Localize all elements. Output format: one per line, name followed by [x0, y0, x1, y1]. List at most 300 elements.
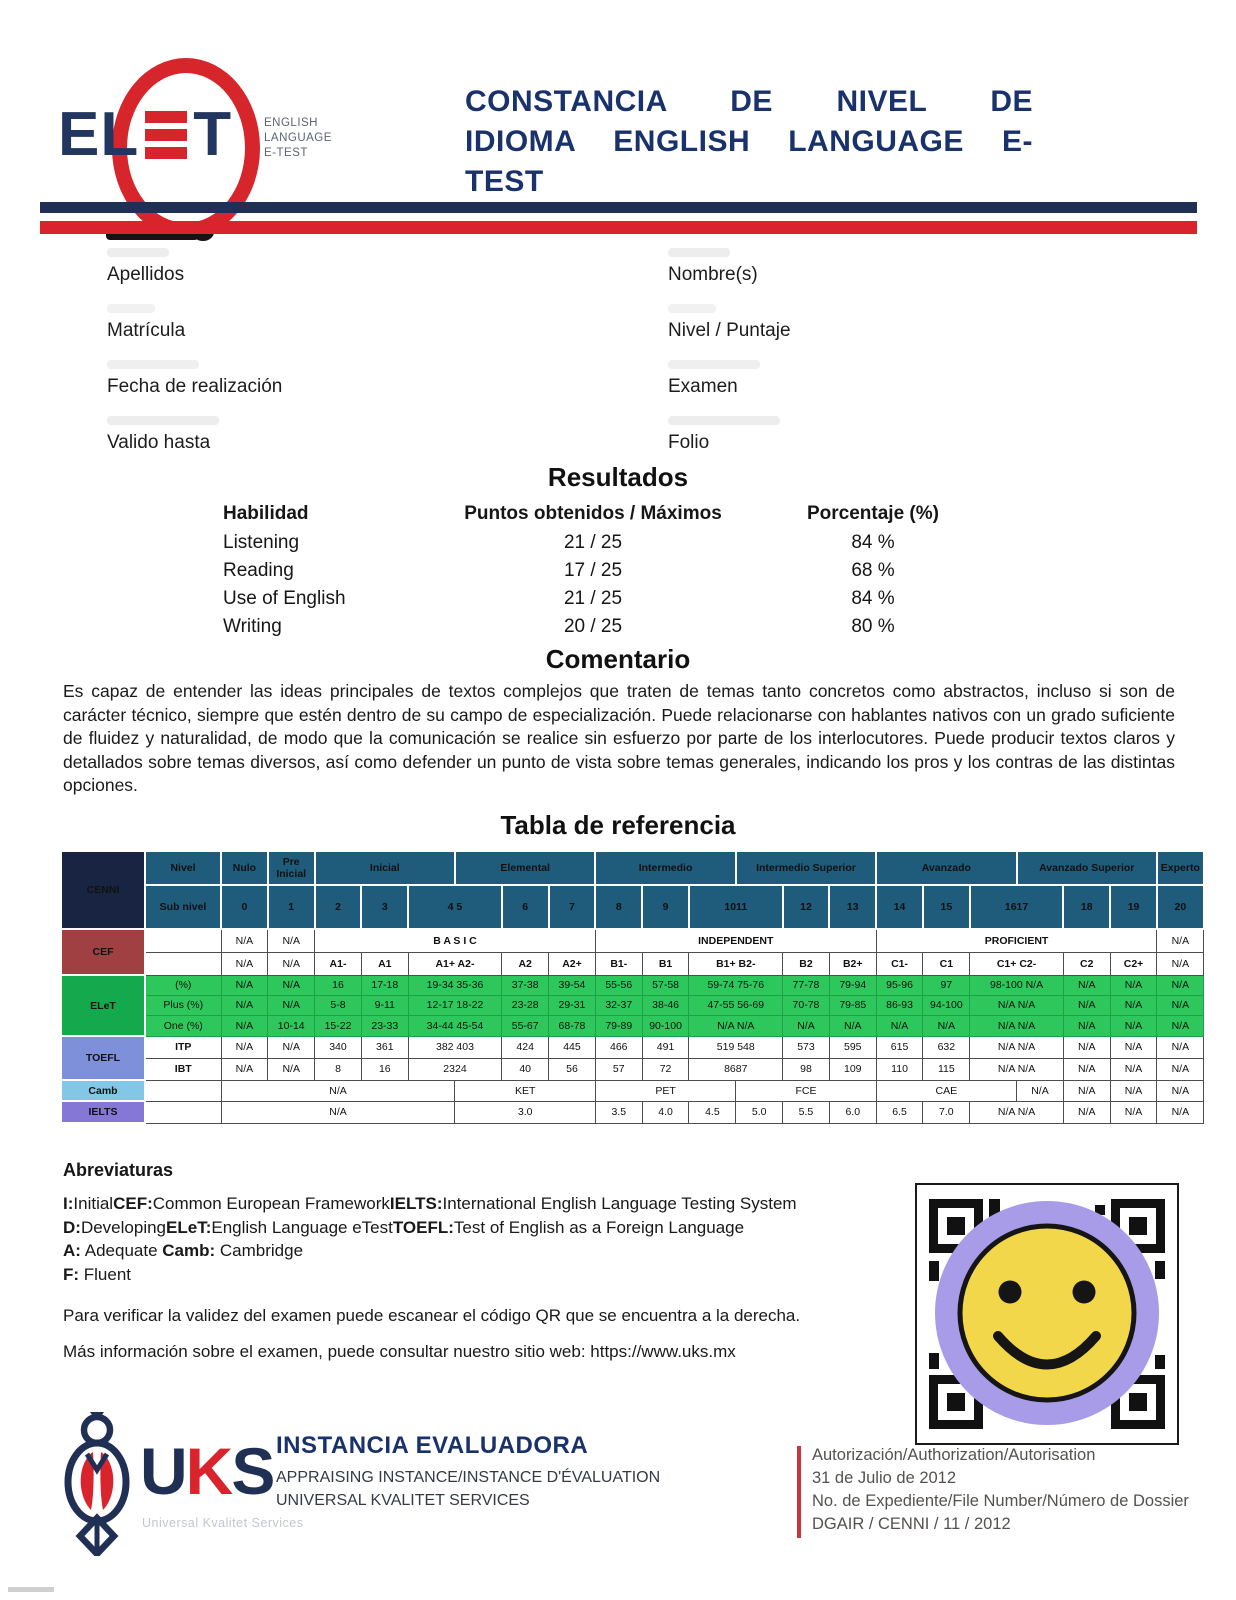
ref-cell: Sub nivel — [145, 885, 221, 929]
ref-cell: N/A — [221, 929, 268, 952]
ref-cell: 72 — [642, 1058, 689, 1080]
ref-cell: 77-78 — [783, 975, 830, 995]
field-nivel-puntaje — [668, 304, 1088, 339]
results-header-row — [223, 498, 983, 529]
ref-cell: N/A — [268, 995, 315, 1015]
ref-cell: 6 — [502, 885, 549, 929]
ref-cell: INDEPENDENT — [595, 929, 876, 952]
ref-cell: 5.5 — [783, 1101, 830, 1123]
results-cell: 17 / 25 — [563, 560, 623, 581]
ref-cell: 98-100 N/A — [970, 975, 1064, 995]
ref-cell: 79-85 — [829, 995, 876, 1015]
ref-cell: N/A — [1110, 1101, 1157, 1123]
ref-cell: CENNI — [61, 851, 145, 929]
ref-cell: 39-54 — [549, 975, 596, 995]
ref-cell: 7.0 — [923, 1101, 970, 1123]
ref-cell: 2324 — [408, 1058, 502, 1080]
results-cell: Writing — [223, 616, 282, 637]
field-apellidos — [107, 248, 527, 283]
ref-cell: Camb — [61, 1080, 145, 1101]
authorization-block — [812, 1444, 1189, 1536]
ref-cell: A1- — [315, 952, 362, 975]
ref-cell: N/A N/A — [970, 1036, 1064, 1058]
ref-cell: C2+ — [1110, 952, 1157, 975]
ref-cell: Nivel — [145, 851, 221, 885]
header-divider-navy — [40, 202, 1197, 213]
certificate-title-line: TEST — [465, 165, 544, 198]
ref-cell: N/A — [1063, 1058, 1110, 1080]
abbreviation-segment: CEF: — [113, 1194, 153, 1213]
field-label: Folio — [668, 432, 710, 453]
ref-cell: 4.5 — [689, 1101, 736, 1123]
field-label: Valido hasta — [107, 432, 211, 453]
ref-cell: 29-31 — [549, 995, 596, 1015]
ref-cell: CAE — [876, 1080, 1016, 1101]
field-label: Nombre(s) — [668, 264, 758, 285]
ref-cell: N/A — [268, 975, 315, 995]
field-examen — [668, 360, 1088, 395]
ref-cell: 19-34 35-36 — [408, 975, 502, 995]
field-fecha-de-realizaci-n — [107, 360, 527, 395]
ref-cell: 1 — [268, 885, 315, 929]
ref-cell: 615 — [876, 1036, 923, 1058]
ref-cell: 6.0 — [829, 1101, 876, 1123]
ref-cell: 0 — [221, 885, 268, 929]
ref-cell: N/A — [221, 1036, 268, 1058]
ref-cell: N/A — [1157, 1080, 1204, 1101]
ref-cell: N/A — [221, 1015, 268, 1036]
ref-cell: Experto — [1157, 851, 1204, 885]
fields-left-column — [107, 248, 527, 472]
ref-row — [61, 929, 1204, 952]
evaluator-line: APPRAISING INSTANCE/INSTANCE D'ÉVALUATION — [276, 1469, 661, 1486]
certificate-title-line: CONSTANCIA DE NIVEL DE — [465, 85, 1033, 118]
ref-cell: 110 — [876, 1058, 923, 1080]
ref-cell: 18 — [1063, 885, 1110, 929]
ref-cell: Pre Inicial — [268, 851, 315, 885]
ref-cell: N/A — [221, 1080, 455, 1101]
field-label: Fecha de realización — [107, 376, 283, 397]
ref-cell: N/A — [1157, 1036, 1204, 1058]
ref-row — [61, 851, 1204, 885]
ref-cell: N/A — [221, 995, 268, 1015]
ref-row — [61, 952, 1204, 975]
redacted-value — [668, 248, 730, 257]
elet-logo-tagline-line: LANGUAGE — [264, 132, 332, 144]
ref-cell: B A S I C — [315, 929, 596, 952]
results-table — [223, 498, 983, 641]
ref-cell: N/A — [1157, 975, 1204, 995]
ref-cell: N/A — [268, 952, 315, 975]
ref-cell: 23-33 — [361, 1015, 408, 1036]
redacted-value — [107, 304, 155, 313]
ref-cell: Avanzado — [876, 851, 1016, 885]
results-cell: Listening — [223, 532, 300, 553]
ref-cell: C1- — [876, 952, 923, 975]
abbreviation-segment: Common European Framework — [152, 1194, 390, 1213]
abbreviation-segment: ELeT: — [166, 1217, 212, 1237]
ref-cell: N/A — [268, 1036, 315, 1058]
results-cell: Reading — [223, 560, 294, 581]
reference-table-title: Tabla de referencia — [500, 810, 736, 840]
ref-cell — [145, 929, 221, 952]
results-column-header: Puntos obtenidos / Máximos — [464, 502, 722, 524]
ref-cell: 9-11 — [361, 995, 408, 1015]
ref-cell: N/A — [1157, 929, 1204, 952]
ref-cell: 5.0 — [736, 1101, 783, 1123]
ref-cell: N/A — [1110, 975, 1157, 995]
ref-cell: 86-93 — [876, 995, 923, 1015]
results-cell: 80 % — [851, 616, 895, 637]
ref-cell: Nulo — [221, 851, 268, 885]
ref-cell: N/A N/A — [970, 1058, 1064, 1080]
ref-cell: 40 — [502, 1058, 549, 1080]
results-row — [223, 613, 983, 641]
ref-cell: 4.0 — [642, 1101, 689, 1123]
ref-cell: N/A — [221, 1101, 455, 1123]
elet-logo-tagline-line: E-TEST — [264, 147, 308, 159]
ref-cell: 7 — [549, 885, 596, 929]
ref-cell: N/A — [1063, 1036, 1110, 1058]
abbreviation-line — [63, 1192, 797, 1216]
abbreviation-segment: A: — [63, 1241, 81, 1260]
reference-table — [60, 850, 1205, 1124]
ref-cell: N/A — [221, 1058, 268, 1080]
ref-cell: 15 — [923, 885, 970, 929]
ref-cell: N/A — [1110, 1080, 1157, 1101]
ref-cell: 109 — [829, 1058, 876, 1080]
ref-cell: IBT — [145, 1058, 221, 1080]
results-row — [223, 529, 983, 557]
abbreviation-lines — [63, 1192, 797, 1286]
authorization-accent-bar — [797, 1446, 801, 1538]
ref-cell: 14 — [876, 885, 923, 929]
authorization-line: DGAIR / CENNI / 11 / 2012 — [812, 1515, 1011, 1533]
ref-cell: N/A — [1063, 1101, 1110, 1123]
results-cell: 68 % — [851, 560, 895, 581]
ref-cell: N/A — [1063, 995, 1110, 1015]
field-label: Matrícula — [107, 320, 186, 341]
ref-cell: 424 — [502, 1036, 549, 1058]
comment-text: Es capaz de entender las ideas principales de textos complejos que traten de temas tanto concretos como abstractos, incluso si son de carácter técnico, siempre que estén dentro de su campo de especialización. Puede relacionarse con hablantes nativos con un grado suficiente de fluidez y naturalidad, de modo que la comunicación se realice sin esfuerzo por parte de los interlocutores. Puede producir textos claros y detallados sobre temas diversos, así como defender un punto de vista sobre temas generales, indicando los pros y los contras de las distintas opciones. — [63, 681, 1175, 795]
abbreviation-segment: Test of English as a Foreign Language — [453, 1217, 745, 1237]
ref-cell: C1 — [923, 952, 970, 975]
abbreviation-segment: Fluent — [79, 1264, 132, 1284]
ref-cell: 3.0 — [455, 1101, 595, 1123]
ref-cell: C1+ C2- — [970, 952, 1064, 975]
abbreviation-segment: English Language eTest — [211, 1217, 393, 1237]
ref-cell: N/A — [268, 1058, 315, 1080]
ref-cell: N/A — [829, 1015, 876, 1036]
field-label: Examen — [668, 376, 738, 397]
qr-note-text: Para verificar la validez del examen puede escanear el código QR que se encuentra a la derecha. — [63, 1306, 801, 1325]
ref-cell: A1 — [361, 952, 408, 975]
ref-cell: 38-46 — [642, 995, 689, 1015]
ref-cell: 55-67 — [502, 1015, 549, 1036]
ref-cell: 13 — [829, 885, 876, 929]
ref-cell: N/A — [1157, 1015, 1204, 1036]
ref-cell: 632 — [923, 1036, 970, 1058]
ref-cell: 34-44 45-54 — [408, 1015, 502, 1036]
ref-cell: N/A — [1157, 995, 1204, 1015]
header-divider-red — [40, 221, 1197, 234]
abbreviation-line — [63, 1216, 797, 1240]
ref-cell: 98 — [783, 1058, 830, 1080]
ref-cell: N/A — [221, 952, 268, 975]
abbreviation-segment: F: — [63, 1264, 80, 1284]
ref-cell: 340 — [315, 1036, 362, 1058]
ref-cell: N/A — [268, 929, 315, 952]
scan-artifact — [8, 1587, 54, 1592]
ref-cell: N/A — [1157, 1101, 1204, 1123]
ref-cell: N/A — [1110, 1036, 1157, 1058]
results-cell: 84 % — [851, 532, 895, 553]
uks-letter-u: U — [140, 1434, 186, 1508]
certificate-title — [465, 82, 1033, 202]
ref-cell: 4 5 — [408, 885, 502, 929]
ref-row — [61, 1036, 1204, 1058]
ref-cell: 8687 — [689, 1058, 783, 1080]
ref-cell: 68-78 — [549, 1015, 596, 1036]
ref-cell: CEF — [61, 929, 145, 975]
ref-row — [61, 1080, 1204, 1101]
redacted-value — [668, 360, 760, 369]
ref-cell: KET — [455, 1080, 595, 1101]
ref-cell: 8 — [315, 1058, 362, 1080]
uks-wordmark — [140, 1434, 274, 1508]
ref-cell: (%) — [145, 975, 221, 995]
authorization-line: No. de Expediente/File Number/Número de Dossier — [812, 1492, 1189, 1510]
authorization-line: 31 de Julio de 2012 — [812, 1469, 957, 1487]
ref-cell: N/A — [1063, 975, 1110, 995]
ref-row — [61, 885, 1204, 929]
ref-cell: 79-89 — [595, 1015, 642, 1036]
abbreviation-segment: Cambridge — [215, 1241, 304, 1260]
evaluator-lines — [276, 1466, 660, 1512]
ref-row — [61, 1101, 1204, 1123]
ref-cell: 9 — [642, 885, 689, 929]
website-link[interactable]: https://www.uks.mx — [590, 1342, 736, 1361]
ref-cell: PROFICIENT — [876, 929, 1157, 952]
uks-letter-k: K — [185, 1434, 232, 1508]
ref-cell: N/A — [923, 1015, 970, 1036]
ref-cell: 10-14 — [268, 1015, 315, 1036]
elet-logo-text-prefix: EL — [58, 100, 140, 169]
ref-cell: Plus (%) — [145, 995, 221, 1015]
ref-cell: TOEFL — [61, 1036, 145, 1080]
ref-cell: 55-56 — [595, 975, 642, 995]
ref-cell — [145, 952, 221, 975]
ref-cell: 466 — [595, 1036, 642, 1058]
ref-cell: 1011 — [689, 885, 783, 929]
results-row — [223, 557, 983, 585]
ref-row — [61, 995, 1204, 1015]
ref-cell: 17-18 — [361, 975, 408, 995]
ref-cell: N/A — [1110, 995, 1157, 1015]
certificate-title-line: IDIOMA ENGLISH LANGUAGE E- — [465, 125, 1033, 158]
ref-cell: 97 — [923, 975, 970, 995]
ref-cell: 595 — [829, 1036, 876, 1058]
website-line — [63, 1342, 736, 1362]
elet-logo-tagline-line: ENGLISH — [264, 117, 318, 129]
evaluator-title: INSTANCIA EVALUADORA — [276, 1432, 589, 1459]
abbreviation-segment: International English Language Testing System — [442, 1194, 797, 1213]
ref-cell — [145, 1080, 221, 1101]
ref-cell: N/A — [876, 1015, 923, 1036]
ref-cell: 6.5 — [876, 1101, 923, 1123]
ref-cell: Intermedio Superior — [736, 851, 876, 885]
ref-cell: 12-17 18-22 — [408, 995, 502, 1015]
ref-cell: 20 — [1157, 885, 1204, 929]
abbreviation-segment: Camb: — [162, 1241, 216, 1260]
abbreviation-segment: Developing — [80, 1217, 167, 1237]
abbreviation-segment: IELTS: — [389, 1194, 443, 1213]
field-label: Nivel / Puntaje — [668, 320, 791, 341]
qr-smiley-icon — [917, 1185, 1177, 1443]
ref-cell: IELTS — [61, 1101, 145, 1123]
qr-code — [915, 1183, 1179, 1445]
ref-cell: N/A — [221, 975, 268, 995]
redacted-value — [668, 304, 716, 313]
elet-logo-tagline — [252, 116, 332, 161]
ref-cell: 8 — [595, 885, 642, 929]
website-line-prefix: Más información sobre el examen, puede consultar nuestro sitio web: — [63, 1342, 591, 1361]
ref-cell — [145, 1101, 221, 1123]
abbreviations-title: Abreviaturas — [63, 1160, 174, 1180]
results-row — [223, 585, 983, 613]
ref-cell: Intermedio — [595, 851, 735, 885]
ref-cell: 47-55 56-69 — [689, 995, 783, 1015]
uks-bird-icon — [58, 1408, 136, 1561]
smiley-icon — [935, 1201, 1159, 1425]
ref-cell: 573 — [783, 1036, 830, 1058]
evaluator-line: UNIVERSAL KVALITET SERVICES — [276, 1492, 530, 1509]
ref-cell: B2 — [783, 952, 830, 975]
ref-cell: A2 — [502, 952, 549, 975]
ref-cell: N/A — [1110, 1058, 1157, 1080]
ref-cell: N/A N/A — [970, 1101, 1064, 1123]
ref-cell: 15-22 — [315, 1015, 362, 1036]
abbreviation-line — [63, 1263, 797, 1287]
ref-cell: 56 — [549, 1058, 596, 1080]
ref-cell: N/A N/A — [970, 1015, 1064, 1036]
ref-cell: 1617 — [970, 885, 1064, 929]
results-cell: 21 / 25 — [563, 588, 623, 609]
ref-cell: 16 — [315, 975, 362, 995]
ref-cell: C2 — [1063, 952, 1110, 975]
field-nombre-s- — [668, 248, 1088, 283]
results-column-header: Porcentaje (%) — [807, 502, 939, 524]
ref-cell: A2+ — [549, 952, 596, 975]
ref-cell: 12 — [783, 885, 830, 929]
ref-cell: B1 — [642, 952, 689, 975]
ref-cell: Avanzado Superior — [1017, 851, 1157, 885]
authorization-line: Autorización/Authorization/Autorisation — [812, 1446, 1096, 1464]
ref-cell: B2+ — [829, 952, 876, 975]
ref-cell: PET — [595, 1080, 735, 1101]
ref-cell: 445 — [549, 1036, 596, 1058]
ref-cell: 3 — [361, 885, 408, 929]
redacted-value — [107, 416, 219, 425]
ref-row — [61, 1015, 1204, 1036]
comment-section-title: Comentario — [545, 644, 691, 674]
results-section-title: Resultados — [547, 462, 689, 492]
ref-cell: ITP — [145, 1036, 221, 1058]
ref-cell: N/A N/A — [689, 1015, 783, 1036]
ref-row — [61, 975, 1204, 995]
ref-cell: FCE — [736, 1080, 876, 1101]
ref-cell: 59-74 75-76 — [689, 975, 783, 995]
ref-cell: N/A — [1110, 1015, 1157, 1036]
ref-cell: 90-100 — [642, 1015, 689, 1036]
ref-cell: 3.5 — [595, 1101, 642, 1123]
results-column-header: Habilidad — [223, 502, 309, 524]
ref-cell: B1+ B2- — [689, 952, 783, 975]
ref-cell: One (%) — [145, 1015, 221, 1036]
ref-cell: 57-58 — [642, 975, 689, 995]
ref-cell: 94-100 — [923, 995, 970, 1015]
elet-logo-text-suffix: T — [193, 100, 233, 169]
ref-cell: 19 — [1110, 885, 1157, 929]
ref-row — [61, 1058, 1204, 1080]
ref-cell: B1- — [595, 952, 642, 975]
redacted-value — [668, 416, 780, 425]
ref-cell: 361 — [361, 1036, 408, 1058]
ref-cell: N/A — [1063, 1080, 1110, 1101]
ref-cell: 37-38 — [502, 975, 549, 995]
ref-cell: 95-96 — [876, 975, 923, 995]
abbreviation-segment: D: — [63, 1217, 81, 1237]
results-cell: 21 / 25 — [563, 532, 623, 553]
ref-cell: Inicial — [315, 851, 455, 885]
ref-cell: A1+ A2- — [408, 952, 502, 975]
results-cell: 84 % — [851, 588, 895, 609]
field-matr-cula — [107, 304, 527, 339]
ref-cell: N/A — [1063, 1015, 1110, 1036]
ref-cell: 79-94 — [829, 975, 876, 995]
reference-table-wrap — [60, 850, 1205, 1124]
ref-cell: ELeT — [61, 975, 145, 1036]
ref-cell: Elemental — [455, 851, 595, 885]
ref-cell: 70-78 — [783, 995, 830, 1015]
field-valido-hasta — [107, 416, 527, 451]
ref-cell: 115 — [923, 1058, 970, 1080]
abbreviation-segment: Initial — [73, 1194, 114, 1213]
ref-cell: N/A — [1157, 1058, 1204, 1080]
field-folio — [668, 416, 1088, 451]
ref-cell: N/A — [783, 1015, 830, 1036]
results-cell: 20 / 25 — [563, 616, 623, 637]
ref-cell: 23-28 — [502, 995, 549, 1015]
ref-cell: 382 403 — [408, 1036, 502, 1058]
results-cell: Use of English — [223, 588, 346, 609]
fields-right-column — [668, 248, 1088, 472]
redacted-value — [107, 248, 169, 257]
field-label: Apellidos — [107, 264, 185, 285]
uks-tagline: Universal Kvalitet Services — [142, 1516, 304, 1530]
abbreviation-segment: TOEFL: — [392, 1217, 454, 1237]
abbreviation-segment: I: — [63, 1194, 74, 1213]
elet-logo — [58, 100, 233, 169]
ref-cell: 491 — [642, 1036, 689, 1058]
abbreviation-segment: Adequate — [80, 1241, 163, 1260]
ref-cell: 57 — [595, 1058, 642, 1080]
ref-cell: 519 548 — [689, 1036, 783, 1058]
ref-cell: N/A — [1017, 1080, 1064, 1101]
elet-logo-e-icon — [145, 111, 187, 159]
ref-cell: 5-8 — [315, 995, 362, 1015]
ref-cell: N/A N/A — [970, 995, 1064, 1015]
